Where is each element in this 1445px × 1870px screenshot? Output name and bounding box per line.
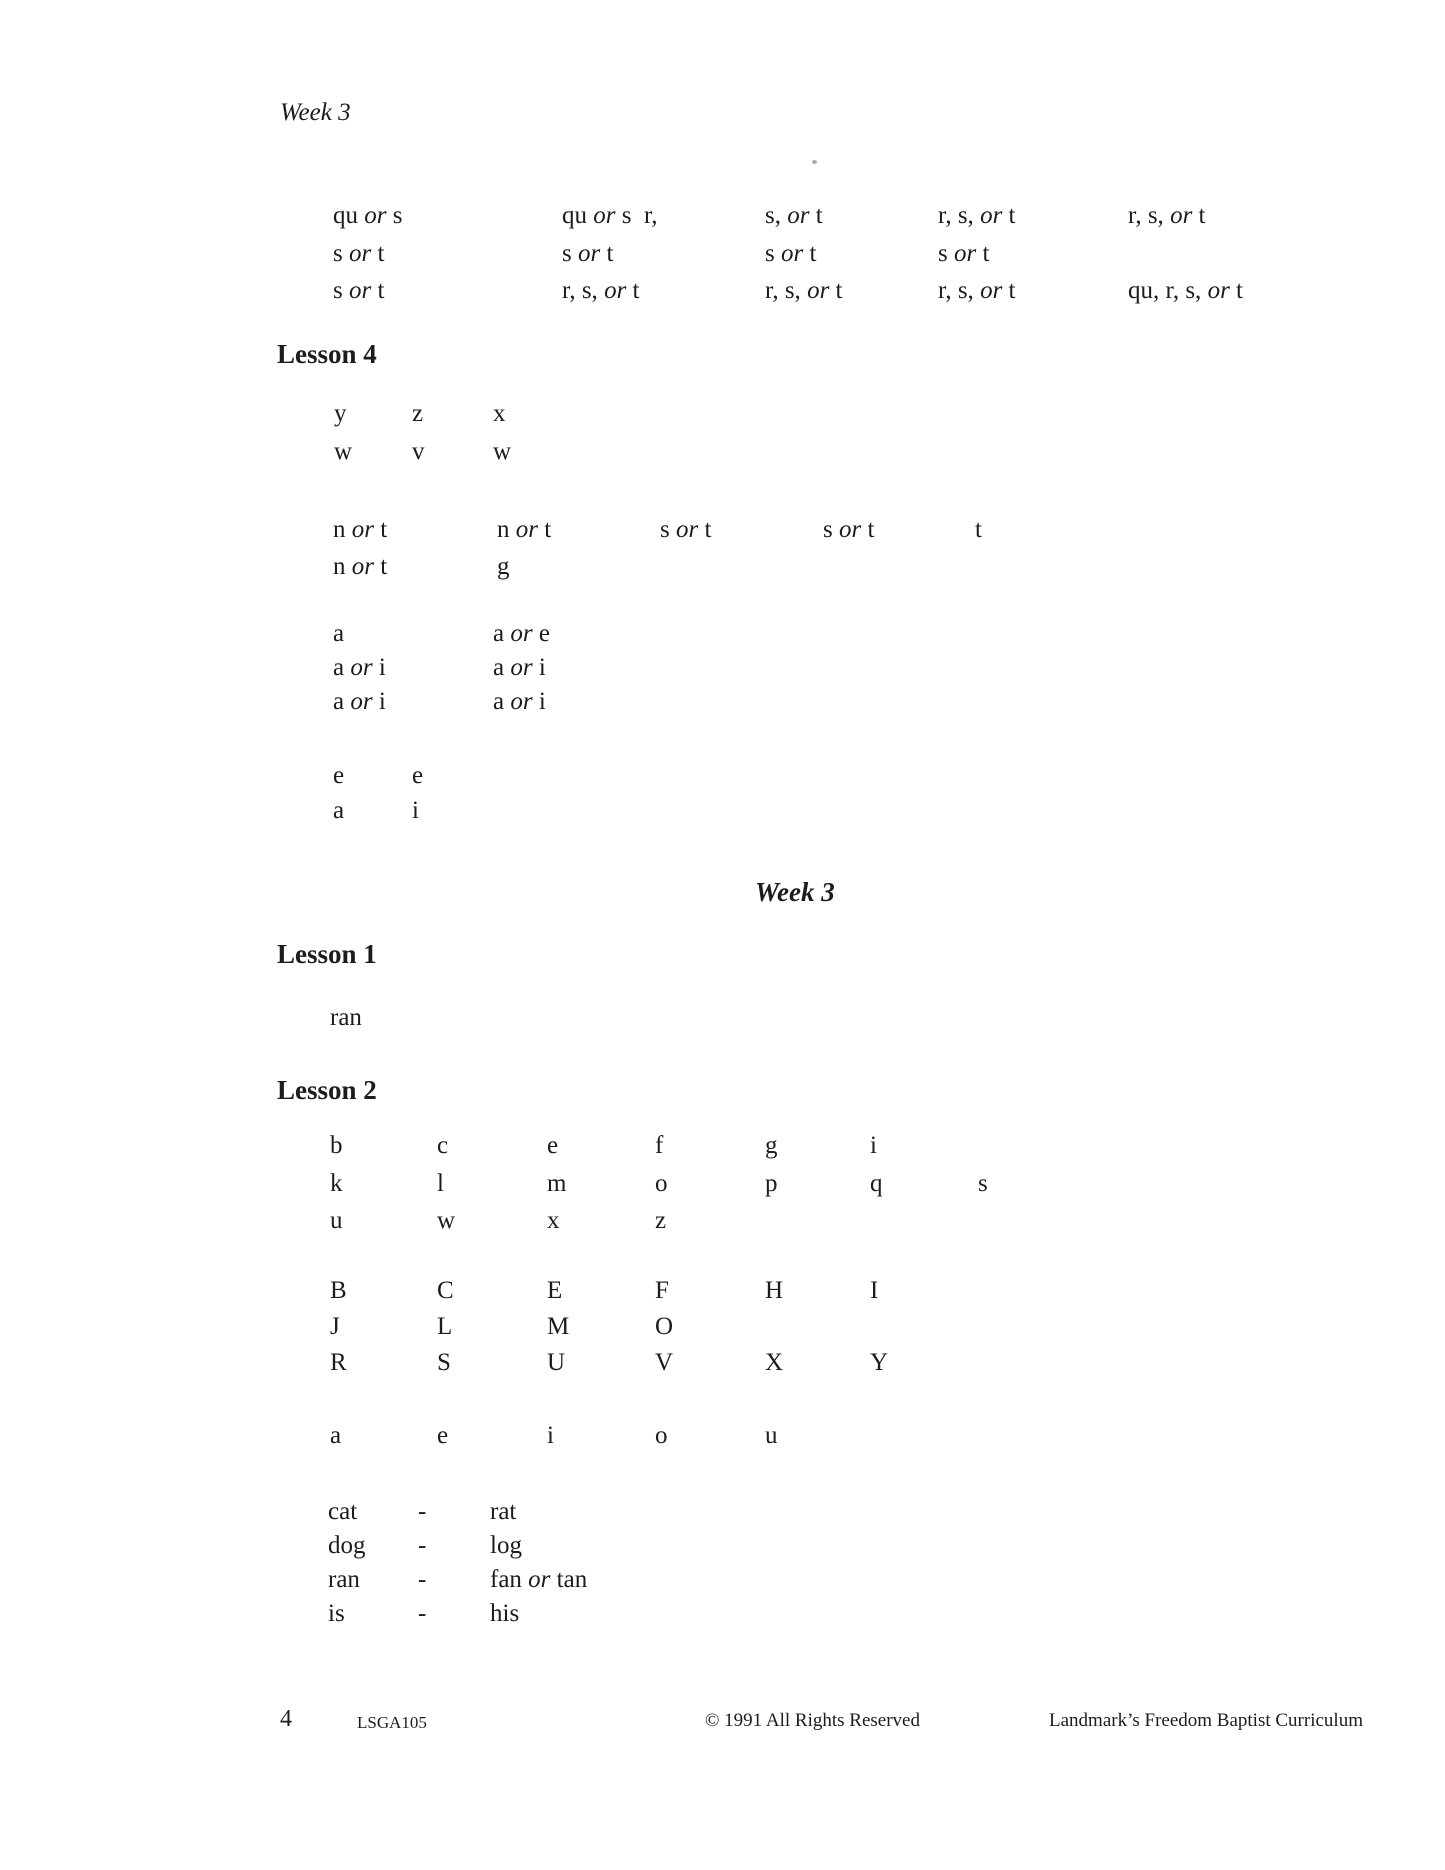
lesson-4-heading: Lesson 4 [277, 339, 377, 369]
grid-cell: I [870, 1277, 879, 1304]
grid-cell: g [765, 1132, 778, 1159]
grid-cell: - [418, 1600, 427, 1627]
grid-cell: x [493, 400, 506, 427]
grid-cell: n or t [333, 553, 388, 580]
grid-cell: qu or s [333, 202, 403, 229]
grid-cell: y [334, 400, 347, 427]
lesson-1-heading: Lesson 1 [277, 939, 377, 969]
grid-cell: C [437, 1277, 454, 1304]
grid-cell: H [765, 1277, 784, 1304]
grid-cell: s, or t [765, 202, 823, 229]
grid-cell: - [418, 1532, 427, 1559]
grid-cell: R [330, 1349, 347, 1376]
grid-cell: a or i [493, 654, 546, 681]
grid-cell: n or t [497, 516, 552, 543]
grid-cell: r, s, or t [938, 202, 1016, 229]
grid-cell: F [655, 1277, 669, 1304]
grid-cell: V [655, 1349, 674, 1376]
grid-cell: a or i [493, 688, 546, 715]
grid-cell: Y [870, 1349, 889, 1376]
grid-cell: z [655, 1207, 667, 1234]
grid-cell: r, s, or t [765, 277, 843, 304]
grid-cell: o [655, 1422, 668, 1449]
grid-cell: X [765, 1349, 784, 1376]
grid-cell: - [418, 1498, 427, 1525]
grid-cell: v [412, 438, 425, 465]
grid-cell: ran [328, 1566, 360, 1593]
footer-copyright: © 1991 All Rights Reserved [705, 1710, 920, 1731]
grid-cell: a [330, 1422, 342, 1449]
grid-cell: z [412, 400, 424, 427]
grid-cell: r, s, or t [1128, 202, 1206, 229]
grid-cell: b [330, 1132, 343, 1159]
grid-cell: M [547, 1313, 570, 1340]
grid-cell: E [547, 1277, 563, 1304]
grid-cell: u [765, 1422, 778, 1449]
week-header-middle: Week 3 [755, 877, 835, 907]
grid-cell: f [655, 1132, 664, 1159]
grid-cell: s or t [938, 239, 990, 267]
grid-cell: a or i [333, 688, 386, 715]
footer-page-number: 4 [280, 1706, 292, 1732]
grid-cell: g [497, 553, 510, 580]
grid-cell: s or t [562, 239, 614, 267]
footer-curriculum-code: LSGA105 [357, 1713, 427, 1732]
grid-cell: s [978, 1169, 988, 1197]
week-header-top: Week 3 [280, 99, 351, 126]
grid-cell: r, s, or t [562, 277, 640, 304]
grid-cell: fan or tan [490, 1566, 588, 1593]
grid-cell: cat [328, 1498, 358, 1525]
grid-cell: is [328, 1600, 345, 1627]
grid-cell: q [870, 1169, 883, 1197]
grid-cell: s or t [333, 277, 385, 304]
grid-cell: a [333, 797, 345, 824]
grid-cell: u [330, 1207, 343, 1234]
grid-cell: s or t [333, 239, 385, 267]
grid-cell: L [437, 1313, 453, 1340]
lesson-1-answer: ran [330, 1004, 362, 1031]
lesson-2-heading: Lesson 2 [277, 1075, 377, 1105]
grid-cell: w [334, 438, 353, 465]
grid-cell: qu, r, s, or t [1128, 277, 1243, 304]
grid-cell: qu or s r, [562, 202, 658, 229]
grid-cell: e [333, 762, 345, 789]
grid-cell: - [418, 1566, 427, 1593]
grid-cell: rat [490, 1498, 517, 1525]
grid-cell: x [547, 1207, 560, 1234]
footer-publisher: Landmark’s Freedom Baptist Curriculum [1049, 1710, 1363, 1731]
grid-cell: r, s, or t [938, 277, 1016, 304]
grid-cell: m [547, 1169, 567, 1197]
grid-cell: c [437, 1132, 449, 1159]
grid-cell: B [330, 1277, 347, 1304]
grid-cell: n or t [333, 516, 388, 543]
grid-cell: w [437, 1207, 456, 1234]
grid-cell: p [765, 1169, 778, 1197]
grid-cell: w [493, 438, 512, 465]
grid-cell: U [547, 1349, 566, 1376]
grid-cell: J [330, 1313, 340, 1340]
grid-cell: S [437, 1349, 451, 1376]
grid-cell: o [655, 1169, 668, 1197]
grid-cell: his [490, 1600, 520, 1627]
grid-cell: e [437, 1422, 449, 1449]
grid-cell: k [330, 1169, 343, 1197]
grid-cell: O [655, 1313, 674, 1340]
grid-cell: l [437, 1169, 444, 1197]
grid-cell: e [547, 1132, 559, 1159]
grid-cell: a or i [333, 654, 386, 681]
grid-cell: i [547, 1422, 554, 1449]
grid-cell: s or t [765, 239, 817, 267]
grid-cell: dog [328, 1532, 366, 1559]
grid-cell: t [975, 516, 982, 543]
grid-cell: i [870, 1132, 877, 1159]
grid-cell: s or t [823, 516, 875, 543]
grid-cell: a [333, 620, 345, 647]
grid-cell: i [412, 797, 419, 824]
grid-cell: log [490, 1532, 522, 1559]
grid-cell: e [412, 762, 424, 789]
grid-cell: a or e [493, 620, 550, 647]
grid-cell: s or t [660, 516, 712, 543]
